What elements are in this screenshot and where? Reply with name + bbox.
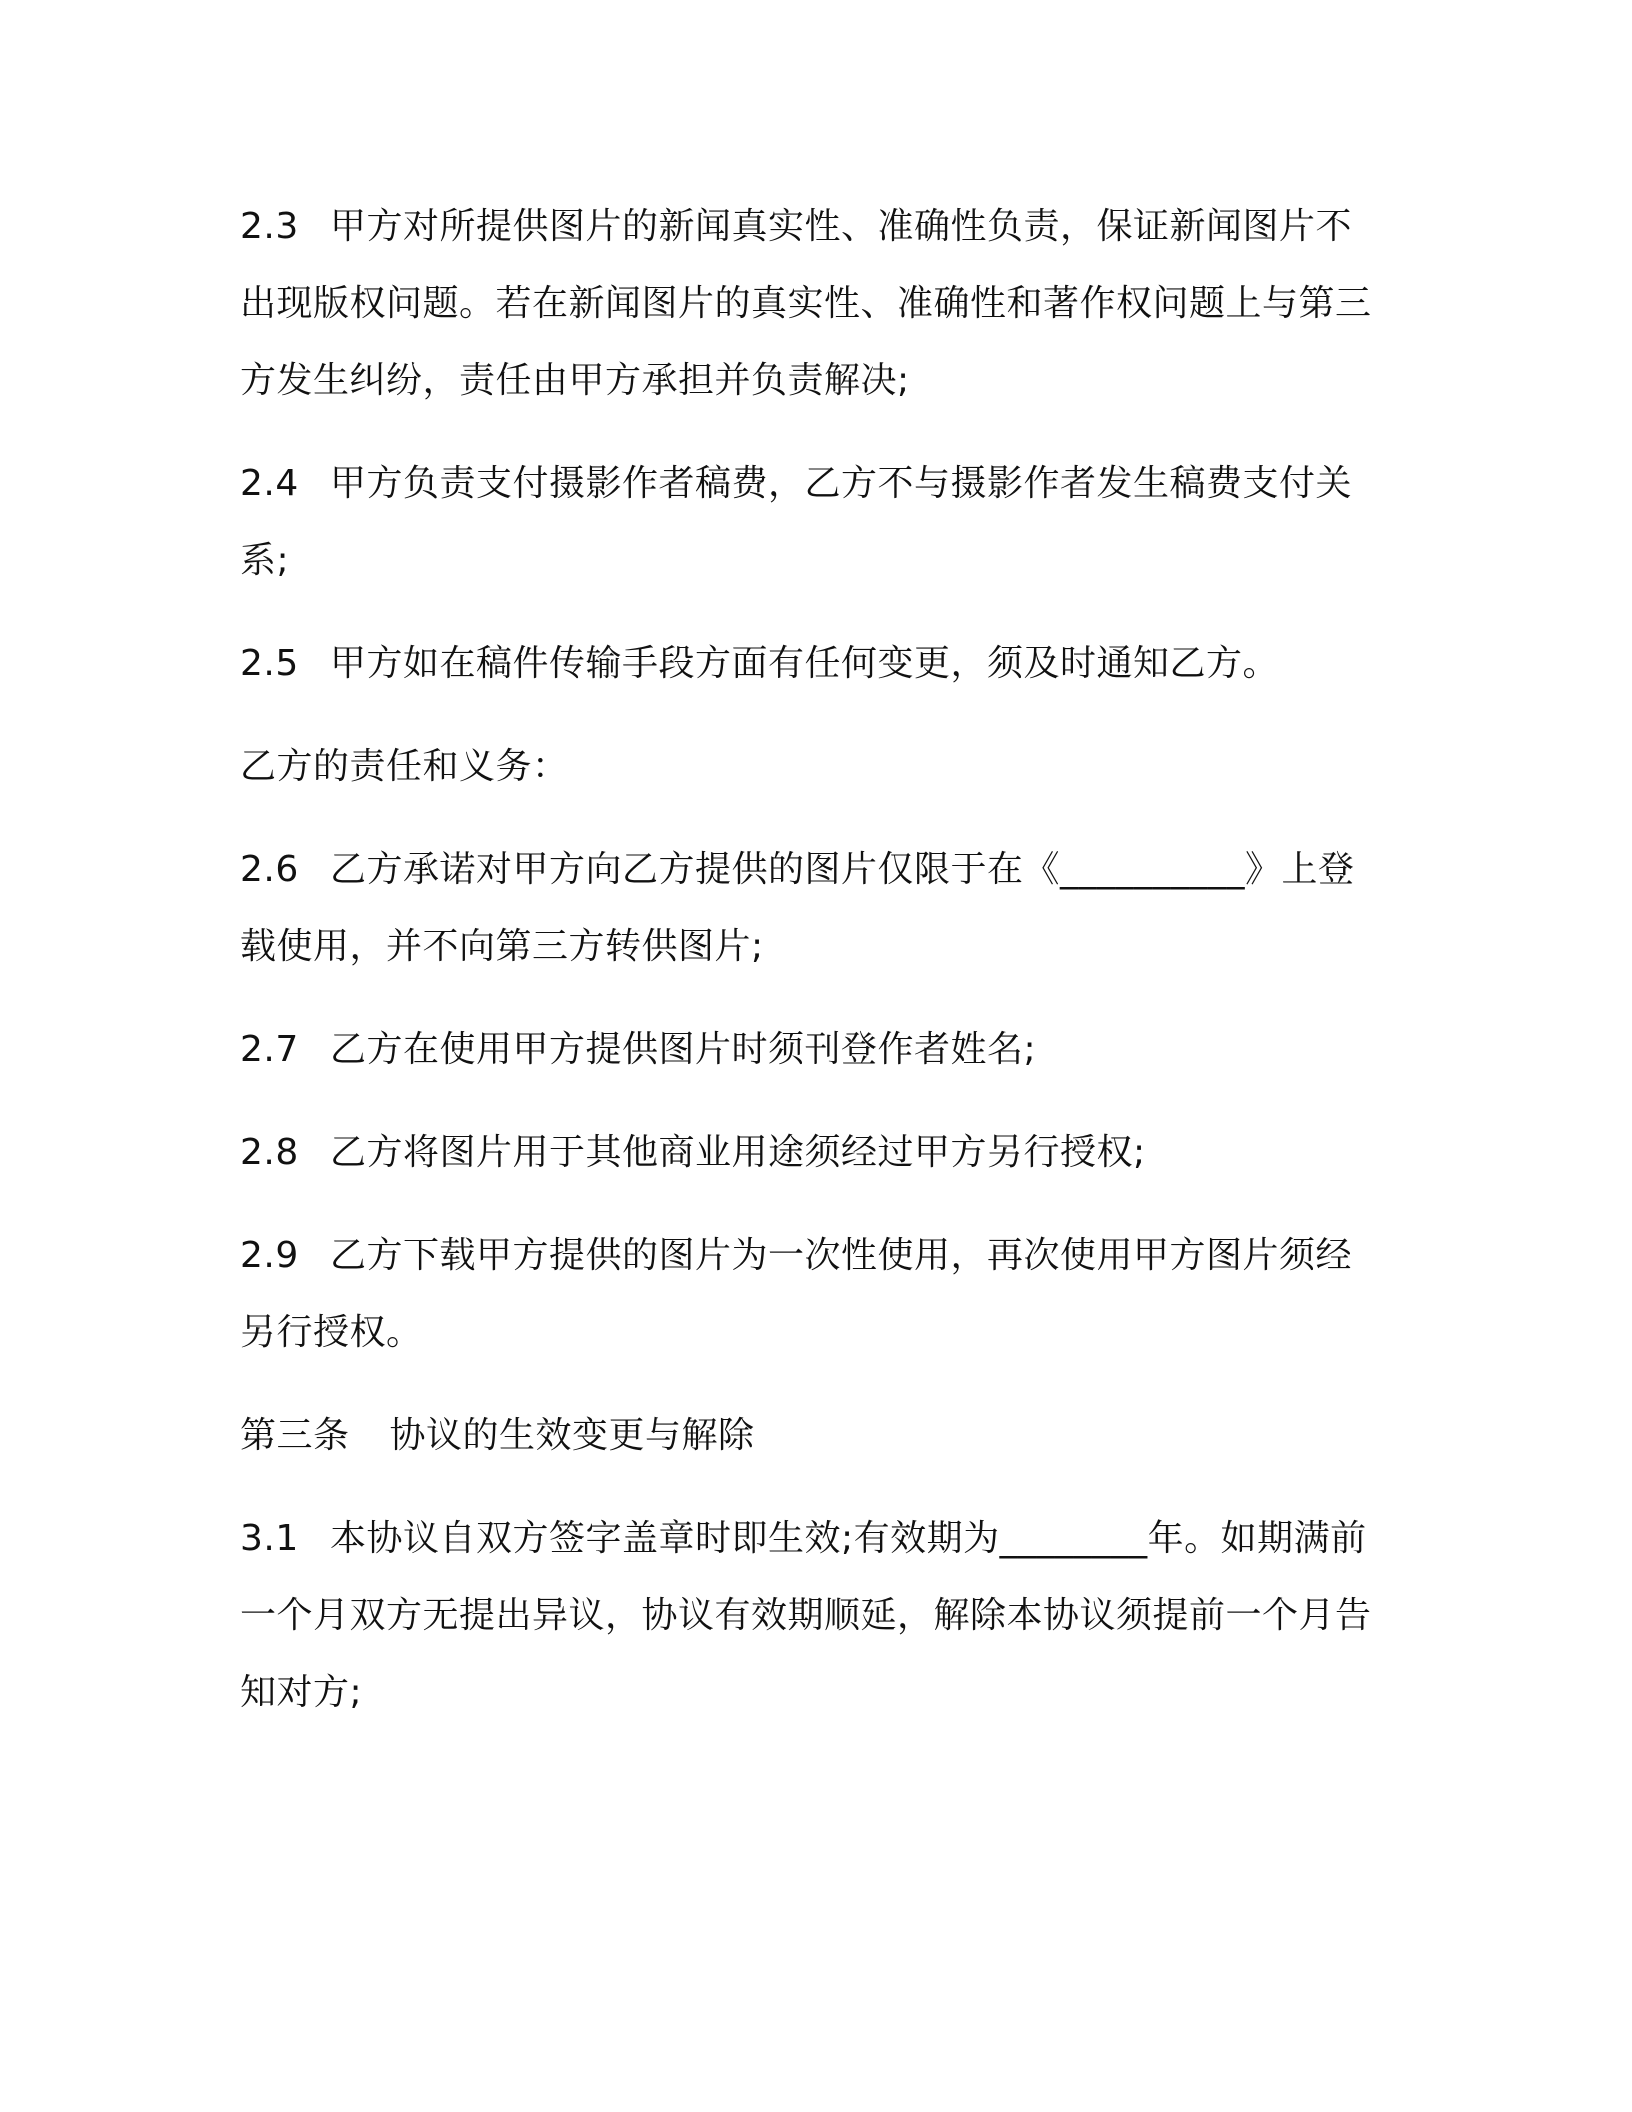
clause-number: 3.1 <box>240 1518 299 1559</box>
clause-2-5 <box>240 625 1380 702</box>
clause-text: 乙方将图片用于其他商业用途须经过甲方另行授权; <box>330 1132 1146 1173</box>
clause-2-6 <box>240 831 1380 985</box>
clause-text: 甲方对所提供图片的新闻真实性、准确性负责，保证新闻图片不出现版权问题。若在新闻图片的真实性、准确性和著作权问题上与第三方发生纠纷，责任由甲方承担并负责解决; <box>240 206 1372 401</box>
clause-2-4 <box>240 445 1380 599</box>
clause-text: 甲方负责支付摄影作者稿费，乙方不与摄影作者发生稿费支付关系; <box>240 463 1353 581</box>
clause-text: 乙方下载甲方提供的图片为一次性使用，再次使用甲方图片须经另行授权。 <box>240 1235 1353 1353</box>
article-3-heading <box>240 1397 1380 1474</box>
clause-number: 2.8 <box>240 1132 299 1173</box>
article-title: 协议的生效变更与解除 <box>389 1415 755 1456</box>
clause-number: 2.9 <box>240 1235 299 1276</box>
clause-2-3 <box>240 188 1380 419</box>
clause-number: 2.6 <box>240 849 299 890</box>
party-b-duties-heading <box>240 728 1380 805</box>
clause-number: 2.5 <box>240 643 299 684</box>
clause-number: 2.7 <box>240 1029 299 1070</box>
document-body <box>240 188 1380 1757</box>
clause-number: 2.4 <box>240 463 299 504</box>
clause-3-1 <box>240 1500 1380 1731</box>
article-label: 第三条 <box>240 1415 350 1456</box>
clause-text: 乙方在使用甲方提供图片时须刊登作者姓名; <box>330 1029 1037 1070</box>
clause-2-9 <box>240 1217 1380 1371</box>
clause-text: 本协议自双方签字盖章时即生效;有效期为________年。如期满前一个月双方无提出异议，协议有效期顺延，解除本协议须提前一个月告知对方; <box>240 1518 1372 1713</box>
section-heading-text: 乙方的责任和义务： <box>240 746 569 787</box>
clause-text: 甲方如在稿件传输手段方面有任何变更，须及时通知乙方。 <box>330 643 1280 684</box>
clause-number: 2.3 <box>240 206 299 247</box>
clause-text: 乙方承诺对甲方向乙方提供的图片仅限于在《__________》上登载使用，并不向第三方转供图片; <box>240 849 1355 967</box>
clause-2-7 <box>240 1011 1380 1088</box>
clause-2-8 <box>240 1114 1380 1191</box>
